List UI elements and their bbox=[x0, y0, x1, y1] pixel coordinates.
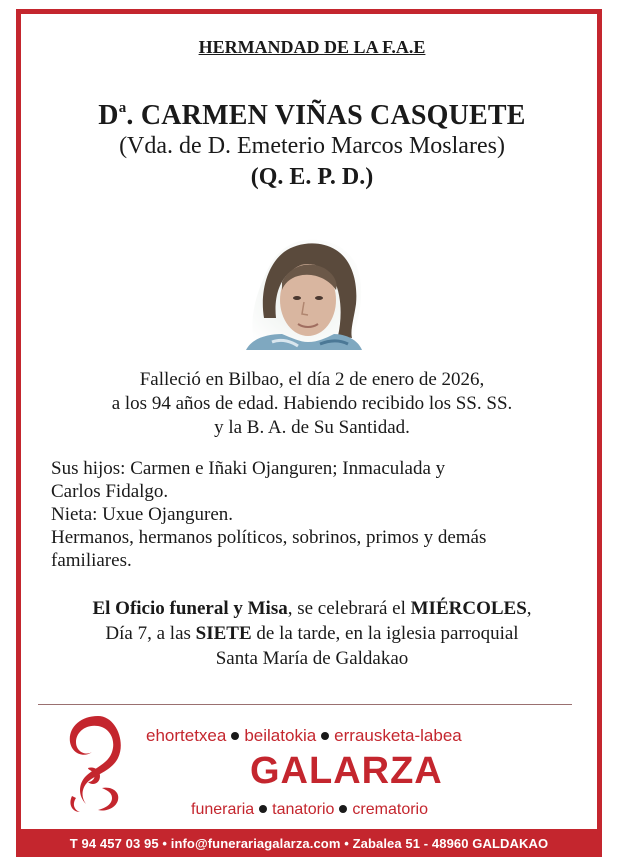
services-top-line bbox=[146, 726, 462, 746]
bullet-dot-icon bbox=[339, 805, 347, 813]
service-text-4: de la tarde, en la iglesia parroquial bbox=[251, 623, 519, 644]
widow-line: (Vda. de D. Emeterio Marcos Moslares) bbox=[119, 133, 505, 159]
contact-footer bbox=[16, 829, 602, 857]
family-line-1: Sus hijos: Carmen e Iñaki Ojanguren; Inmaculada y bbox=[51, 458, 446, 479]
family-line-2: Carlos Fidalgo. bbox=[51, 481, 169, 502]
service-crematorio: crematorio bbox=[352, 801, 428, 818]
bullet-dot-icon bbox=[321, 732, 329, 740]
family-line-4: Hermanos, hermanos políticos, sobrinos, primos y demás bbox=[51, 527, 487, 548]
service-tanatorio: tanatorio bbox=[272, 801, 335, 818]
family-list bbox=[51, 457, 571, 572]
service-day: MIÉRCOLES bbox=[410, 598, 527, 619]
services-bottom-line bbox=[191, 801, 428, 819]
contact-details: T 94 457 03 95 • info@funerariagalarza.com • Zabalea 51 - 48960 GALDAKAO bbox=[69, 835, 549, 851]
organization-title: HERMANDAD DE LA F.A.E bbox=[198, 37, 426, 57]
name-prefix-sup: a bbox=[118, 100, 127, 116]
service-line-2 bbox=[0, 621, 624, 646]
death-notice bbox=[0, 368, 624, 440]
service-line-1 bbox=[0, 596, 624, 621]
name-text: CARMEN VIÑAS CASQUETE bbox=[140, 100, 526, 131]
death-line-1: Falleció en Bilbao, el día 2 de enero de 2026, bbox=[139, 369, 485, 390]
service-text-3: Día 7, a las bbox=[105, 623, 196, 644]
bullet-dot-icon bbox=[231, 732, 239, 740]
brand-name: GALARZA bbox=[250, 750, 443, 792]
name-prefix-dot: . bbox=[126, 100, 134, 131]
service-title: El Oficio funeral y Misa bbox=[92, 598, 288, 619]
family-line-3: Nieta: Uxue Ojanguren. bbox=[51, 504, 234, 525]
portrait-photo bbox=[242, 238, 366, 350]
bullet-dot-icon bbox=[259, 805, 267, 813]
service-ehortetxea: ehortetxea bbox=[146, 726, 227, 745]
galarza-logo-icon bbox=[58, 712, 132, 816]
death-line-3: y la B. A. de Su Santidad. bbox=[214, 417, 410, 438]
name-prefix-main: D bbox=[98, 100, 119, 131]
death-line-2: a los 94 años de edad. Habiendo recibido los SS. SS. bbox=[111, 393, 513, 414]
service-beilatokia: beilatokia bbox=[244, 726, 317, 745]
service-notice bbox=[0, 596, 624, 671]
service-errausketa: errausketa-labea bbox=[334, 726, 462, 745]
rip-line: (Q. E. P. D.) bbox=[250, 164, 374, 190]
deceased-name bbox=[0, 100, 624, 132]
service-text-2: , bbox=[526, 598, 532, 619]
service-text-1: , se celebrará el bbox=[287, 598, 411, 619]
service-time: SIETE bbox=[195, 623, 252, 644]
family-line-5: familiares. bbox=[51, 550, 132, 571]
service-funeraria: funeraria bbox=[191, 801, 255, 818]
service-line-3: Santa María de Galdakao bbox=[215, 648, 409, 669]
divider-line bbox=[38, 704, 572, 705]
